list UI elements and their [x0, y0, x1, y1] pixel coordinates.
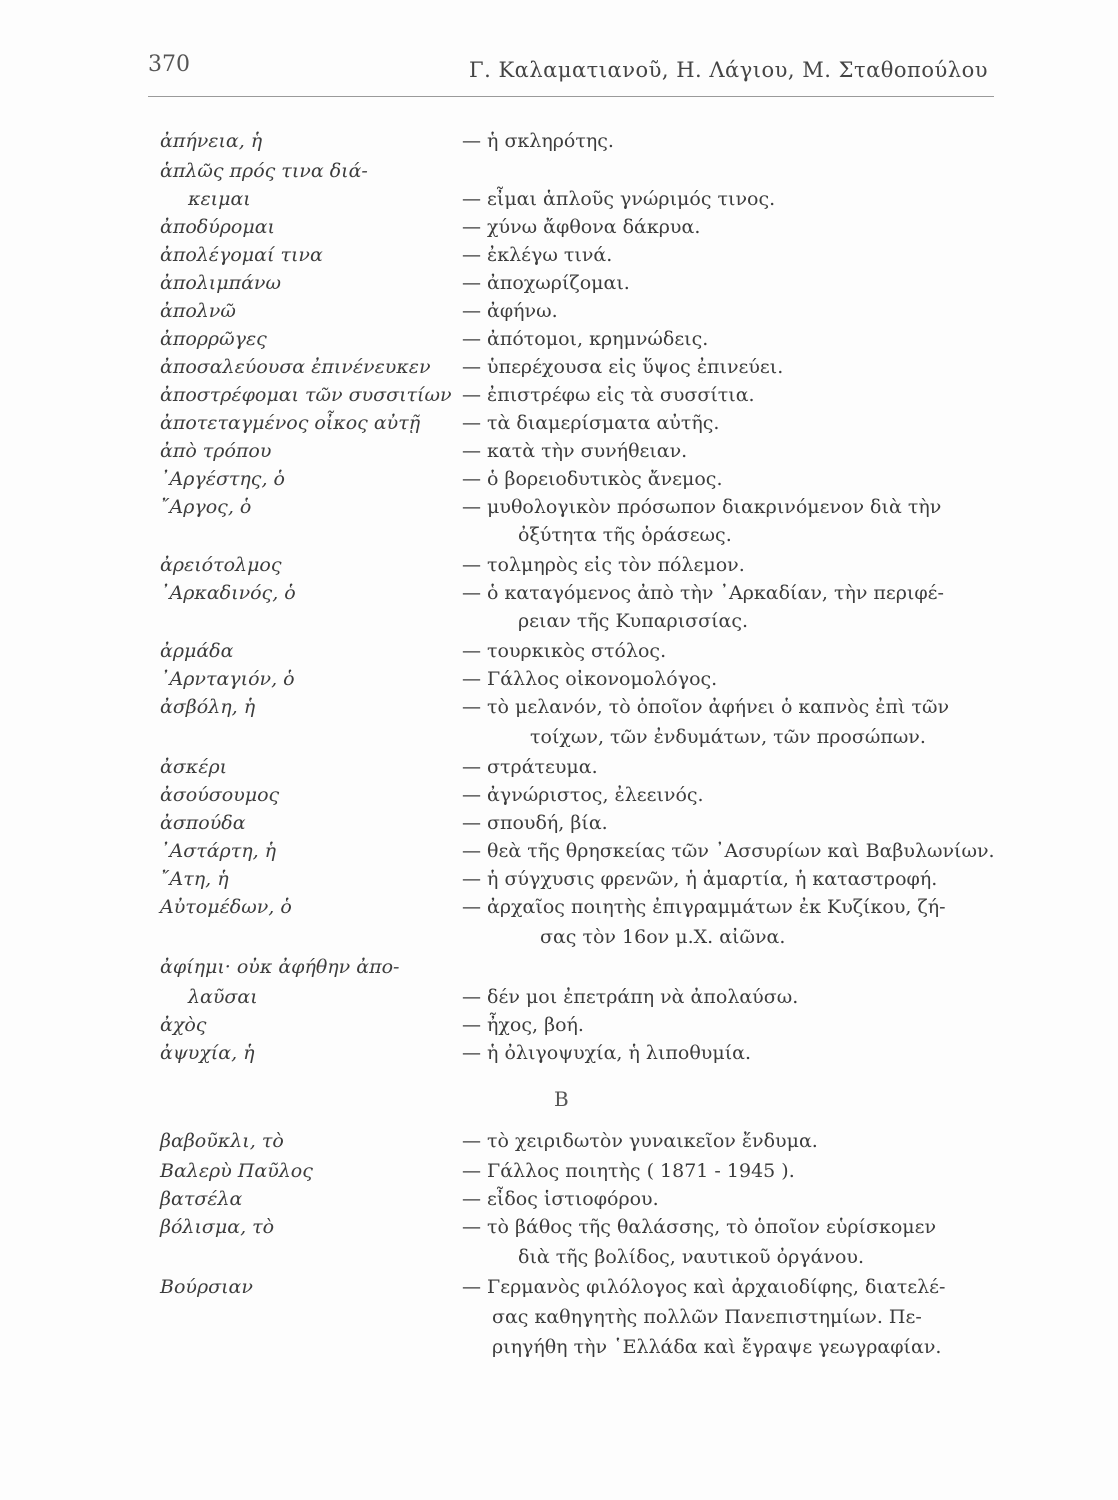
- entry-definition: — τὸ χειριδωτὸν γυναικεῖον ἔνδυμα.: [462, 1130, 818, 1152]
- entry-term: ἀσπούδα: [160, 812, 246, 834]
- entry-definition-continued: τοίχων, τῶν ἐνδυμάτων, τῶν προσώπων.: [530, 726, 926, 748]
- entry-definition-continued: ριηγήθη τὴν ῾Ελλάδα καὶ ἔγραψε γεωγραφίαν.: [492, 1336, 942, 1358]
- entry-definition-continued: σας καθηγητὴς πολλῶν Πανεπιστημίων. Πε-: [492, 1306, 922, 1328]
- entry-definition: — τὰ διαμερίσματα αὐτῆς.: [462, 412, 720, 434]
- entry-term: ἀποτεταγμένος οἶκος αὐτῇ: [160, 412, 421, 434]
- entry-term: ἀσούσουμος: [160, 784, 280, 806]
- entry-definition: — τολμηρὸς εἰς τὸν πόλεμον.: [462, 554, 745, 576]
- entry-term: ᾿Αργέστης, ὁ: [160, 468, 285, 490]
- entry-definition: — ἐπιστρέφω εἰς τὰ συσσίτια.: [462, 384, 755, 406]
- entry-definition: — χύνω ἄφθονα δάκρυα.: [462, 216, 701, 238]
- entry-term: βατσέλα: [160, 1188, 243, 1210]
- entry-definition: — εἶδος ἱστιοφόρου.: [462, 1188, 659, 1210]
- entry-term: ᾿Αρνταγιόν, ὁ: [160, 668, 295, 690]
- entry-term: Βαλερὺ Παῦλος: [160, 1160, 313, 1182]
- entry-definition: — κατὰ τὴν συνήθειαν.: [462, 440, 688, 462]
- entry-definition: — Γερμανὸς φιλόλογος καὶ ἀρχαιοδίφης, διατελέ-: [462, 1276, 946, 1298]
- running-head: Γ. Καλαματιανοῦ, Η. Λάγιου, Μ. Σταθοπούλου: [469, 58, 988, 82]
- entry-term: ἀρειότολμος: [160, 554, 282, 576]
- entry-definition: — ἦχος, βοή.: [462, 1014, 584, 1036]
- entry-definition: — μυθολογικὸν πρόσωπον διακρινόμενον διὰ τὴν: [462, 496, 942, 518]
- entry-term: ἀφίημι· οὐκ ἀφήθην ἀπο-: [160, 956, 400, 978]
- entry-definition: — ἡ σύγχυσις φρενῶν, ἡ ἁμαρτία, ἡ καταστροφή.: [462, 868, 938, 890]
- entry-definition: — ἡ ὀλιγοψυχία, ἡ λιποθυμία.: [462, 1042, 752, 1064]
- entry-definition: — θεὰ τῆς θρησκείας τῶν ᾿Ασσυρίων καὶ Βαβυλωνίων.: [462, 840, 995, 862]
- entry-definition: — δέν μοι ἐπετράπη νὰ ἀπολαύσω.: [462, 986, 799, 1008]
- entry-term: ἀσκέρι: [160, 756, 228, 778]
- entry-definition: — ὑπερέχουσα εἰς ὕψος ἐπινεύει.: [462, 356, 784, 378]
- entry-term: ῎Αργος, ὁ: [160, 496, 252, 518]
- entry-term: ἀπορρῶγες: [160, 328, 267, 350]
- entry-term: ἀπήνεια, ἡ: [160, 130, 263, 152]
- entry-definition: — τουρκικὸς στόλος.: [462, 640, 667, 662]
- entry-definition-continued: σας τὸν 16ον μ.Χ. αἰῶνα.: [540, 926, 786, 948]
- entry-term: ᾿Αρκαδινός, ὁ: [160, 582, 296, 604]
- section-letter: Β: [554, 1087, 569, 1111]
- entry-definition: — Γάλλος οἰκονομολόγος.: [462, 668, 718, 690]
- entry-definition-continued: ρειαν τῆς Κυπαρισσίας.: [518, 610, 749, 632]
- entry-definition: — Γάλλος ποιητὴς ( 1871 - 1945 ).: [462, 1160, 795, 1182]
- entry-term: βαβοῦκλι, τὸ: [160, 1130, 284, 1152]
- entry-definition: — ἀφήνω.: [462, 300, 558, 322]
- entry-term: ἀποσαλεύουσα ἐπινένευκεν: [160, 356, 431, 378]
- entry-term: Βούρσιαν: [160, 1276, 253, 1298]
- entry-term: ἀπολνῶ: [160, 300, 236, 322]
- entry-definition: — ἀγνώριστος, ἐλεεινός.: [462, 784, 704, 806]
- entry-term: ᾿Αστάρτη, ἡ: [160, 840, 277, 862]
- entry-term: λαῦσαι: [188, 986, 258, 1008]
- header-rule: [148, 96, 994, 97]
- entry-definition: — ἡ σκληρότης.: [462, 130, 614, 152]
- entry-definition: — ἀρχαῖος ποιητὴς ἐπιγραμμάτων ἐκ Κυζίκου, ζή-: [462, 896, 946, 918]
- entry-definition: — τὸ βάθος τῆς θαλάσσης, τὸ ὁποῖον εὑρίσκομεν: [462, 1216, 937, 1238]
- entry-term: Αὐτομέδων, ὁ: [160, 896, 292, 918]
- entry-definition: — ἀπότομοι, κρημνώδεις.: [462, 328, 709, 350]
- entry-definition: — ὁ καταγόμενος ἀπὸ τὴν ᾿Αρκαδίαν, τὴν περιφέ-: [462, 582, 944, 604]
- entry-definition: — σπουδή, βία.: [462, 812, 608, 834]
- entry-definition: — στράτευμα.: [462, 756, 598, 778]
- entry-term: ῎Ατη, ἡ: [160, 868, 229, 890]
- entry-term: κειμαι: [188, 188, 251, 210]
- page-number: 370: [148, 52, 190, 77]
- entry-term: ἁπλῶς πρός τινα διά-: [160, 160, 368, 182]
- entry-term: ἀποστρέφομαι τῶν συσσιτίων: [160, 384, 452, 406]
- entry-definition: — ἐκλέγω τινά.: [462, 244, 613, 266]
- entry-term: ἀπὸ τρόπου: [160, 440, 272, 462]
- entry-term: ἀχὸς: [160, 1014, 207, 1036]
- entry-definition: — εἶμαι ἁπλοῦς γνώριμός τινος.: [462, 188, 776, 210]
- entry-term: ἀσβόλη, ἡ: [160, 696, 256, 718]
- entry-definition-continued: ὀξύτητα τῆς ὁράσεως.: [518, 524, 732, 546]
- entry-definition: — τὸ μελανόν, τὸ ὁποῖον ἀφήνει ὁ καπνὸς ἐπὶ τῶν: [462, 696, 950, 718]
- entry-term: βόλισμα, τὸ: [160, 1216, 275, 1238]
- entry-definition: — ὁ βορειοδυτικὸς ἄνεμος.: [462, 468, 723, 490]
- entry-term: ἀψυχία, ἡ: [160, 1042, 255, 1064]
- entry-definition: — ἀποχωρίζομαι.: [462, 272, 630, 294]
- entry-term: ἀπολιμπάνω: [160, 272, 281, 294]
- entry-term: ἀρμάδα: [160, 640, 234, 662]
- entry-term: ἀποδύρομαι: [160, 216, 275, 238]
- entry-definition-continued: διὰ τῆς βολίδος, ναυτικοῦ ὀργάνου.: [518, 1246, 865, 1268]
- entry-term: ἀπολέγομαί τινα: [160, 244, 323, 266]
